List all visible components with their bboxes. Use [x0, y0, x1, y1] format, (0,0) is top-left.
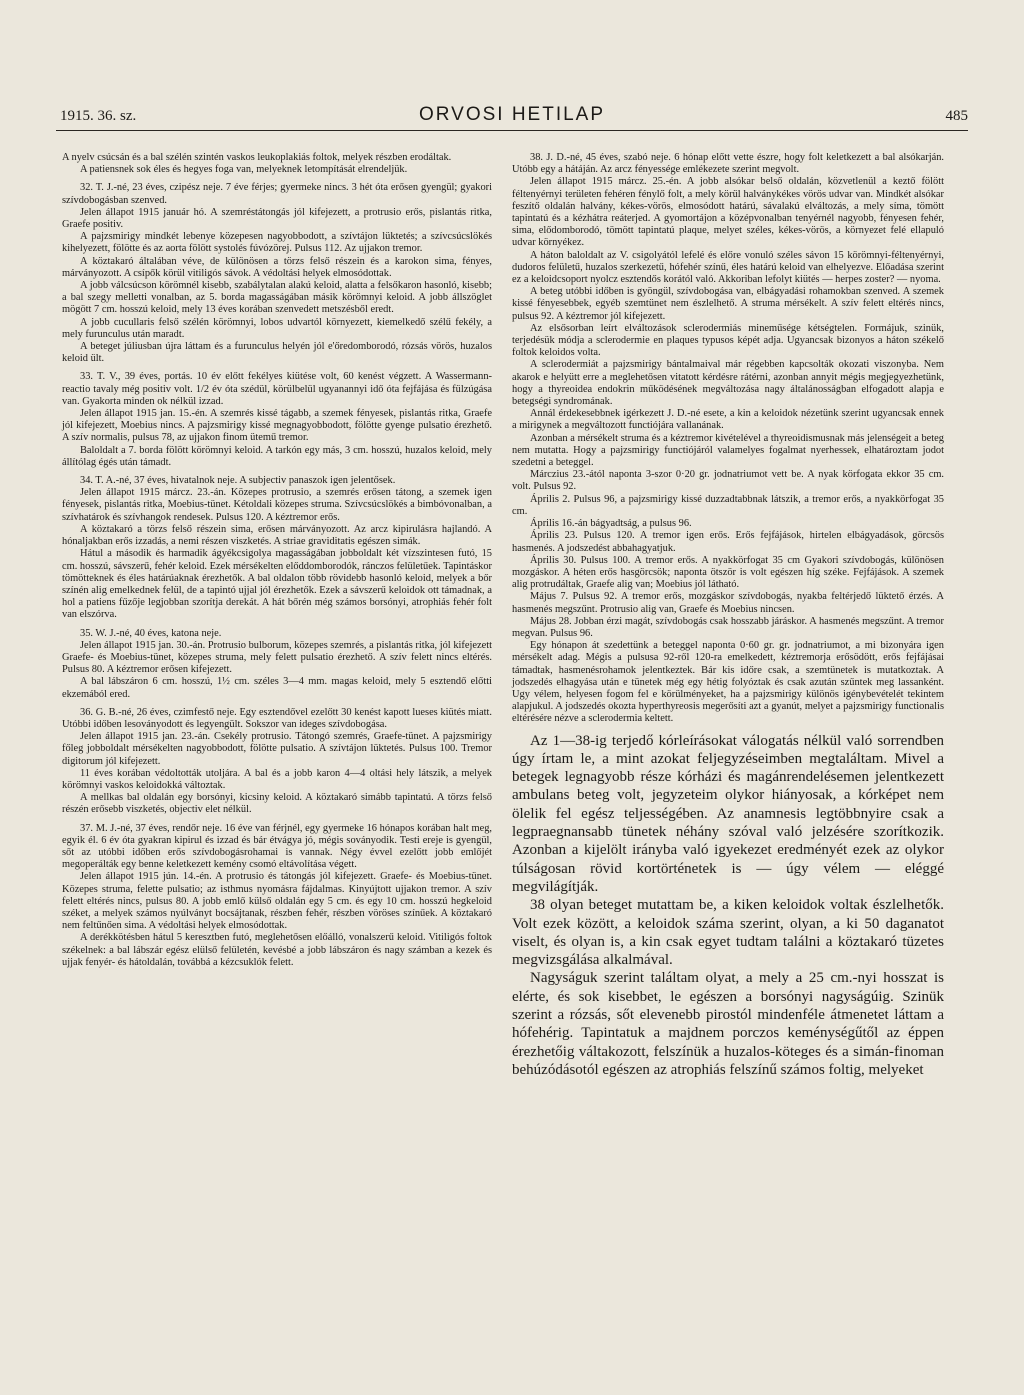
page-header	[56, 104, 968, 131]
paragraph: 35. W. J.-né, 40 éves, katona neje.	[80, 627, 222, 639]
paragraph: A sclerodermiát a pajzsmirigy bántalmaival már régebben kapcsolták okozati viszonyba. Nem akarok e helyütt erre a meglehetősen vitatott kérdésre rátérni, azonban annyit mégis megjegyezhetünk, hogy a thyreoidea endokrin működésének megváltozása nagy általánosságban elfogadott alapja e betegségi syndromának.	[512, 359, 944, 408]
paragraph: A bal lábszáron 6 cm. hosszú, 1½ cm. széles 3—4 mm. magas keloid, mely 5 esztendő előtti ekzemából ered.	[62, 676, 492, 700]
paragraph: Jelen állapot 1915 jún. 14.-én. A protrusio és tátongás jól kifejezett. Graefe- és Moebius-tünet. Közepes struma, felette pulsatio; az isthmus nyomásra fájdalmas. Kinyújtott ujjakon tremor. A szív felett eltérés nincs, pulsus 80. A jobb emlő külső oldalán egy 5 cm. és egy 10 cm. hosszú hegkeloid széket, a melyek számos nyúlványt bocsájtanak, részben fehér, részben vöröses színűek. A köztakaró nem feltűnően sima. A védoltási helyek elmosódottak.	[62, 871, 492, 932]
paragraph: A derékkötésben hátul 5 keresztben futó, meglehetősen előálló, vonalszerű keloid. Vitiligós foltok székelnek: a bal lábszár egész elülső felületén, kevésbé a jobb lábszáron és nagy számban a kezek és ujjak fenyér- és hátoldalán, továbbá a kézcsuklók felett.	[62, 932, 492, 968]
paragraph: 33. T. V., 39 éves, portás. 10 év előtt fekélyes kiütése volt, 60 kenést végzett. A Wassermann-reactio tavaly még positiv volt. 1/2 év óta szédül, körülbelül ugyanannyi idő óta fejfájása és fülzúgása van. Gyakorta minden ok nélkül izzad.	[62, 371, 492, 407]
paragraph: Márczius 23.-ától naponta 3-szor 0·20 gr. jodnatriumot vett be. A nyak körfogata ekkor 35 cm. volt. Pulsus 92.	[512, 469, 944, 493]
paragraph: 36. G. B.-né, 26 éves, czimfestő neje. Egy esztendővel ezelőtt 30 kenést kapott lueses kiütés miatt. Utóbbi időben lesoványodott és legyengült. Sokszor van ideges szívdobogása.	[62, 706, 492, 730]
paragraph: A beteg utóbbi időben is gyöngül, szívdobogása van, elbágyadási rohamokban szenved. A szemek kissé fényesebbek, egyéb szemtünet nem észlelhető. A struma mérsékelt. A szív felett eltérés nincs, pulsus 92. A kéztremor jól kifejezett.	[512, 286, 944, 322]
paragraph: Április 2. Pulsus 96, a pajzsmirigy kissé duzzadtabbnak látszik, a tremor erős, a nyakkörfogat 35 cm.	[512, 493, 944, 517]
paragraph: Nagyságuk szerint találtam olyat, a mely a 25 cm.-nyi hosszat is elérte, és sok kisebbet, le egészen a borsónyi nagyságúig. Szinük szerint a rózsás, sőt elevenebb pirostól mindenféle átmenetet láttam a hófehérig. Tapintatuk a majdnem porczos keménységűtől az éppen érezhetőig váltakozott, felszínük a huzalos-köteges és a simán-finoman behúzódásotól egészen az atrophiás felszínű számos foltig, melyeket	[512, 970, 944, 1078]
paragraph: Annál érdekesebbnek igérkezett J. D.-né esete, a kin a keloidok nézetünk szerint ugyancsak ennek a mirigynek a megváltozott functiójára vallanának.	[512, 408, 944, 432]
paragraph: Április 23. Pulsus 120. A tremor igen erős. Erős fejfájások, hirtelen elbágyadások, görcsös hasmenés. A jodszedést abbahagyatjuk.	[512, 530, 944, 554]
left-text-column	[62, 152, 492, 969]
paragraph: 38 olyan beteget mutattam be, a kiken keloidok voltak észlelhetők. Volt ezek között, a keloidok száma szerint, olyan, a ki 50 daganatot viselt, és olyan is, a kin csak egyet tudtam találni a köztakaró tüzetes megvizsgálása alkalmával.	[512, 897, 944, 969]
paragraph: 32. T. J.-né, 23 éves, czipész neje. 7 éve férjes; gyermeke nincs. 3 hét óta erősen gyengül; gyakori szívdobogásban szenved.	[62, 182, 492, 206]
paragraph: Hátul a második és harmadik ágyékcsigolya magasságában jobboldalt két vízszintesen futó, 15 cm. hosszú, sávszerű, fehér keloid. Ezek mérsékelten előddomborodók, ránczos felületűek. Tapintáskor tömötteknek és éles határúaknak érezhetők. A bal oldalon több rövidebb hasonló keloid, melyek a bőr színén alig emelkednek felül, de a tapintó ujjal jól érezhetők. Ezek a sávszerű keloidok ott támadnak, a hol a patiens fűzője legjobban szorítja derekát. A hát bőrén még számos borsónyi, atrophiás fehér folt van elszórva.	[62, 548, 492, 621]
paragraph: Baloldalt a 7. borda fölött körömnyi keloid. A tarkón egy más, 3 cm. hosszú, huzalos keloid, mely állítólag égés után támadt.	[62, 444, 492, 468]
paragraph: Május 28. Jobban érzi magát, szívdobogás csak hosszabb járáskor. A hasmenés megszűnt. A tremor megvan. Pulsus 96.	[512, 615, 944, 639]
paragraph: Jelen állapot 1915 márcz. 25.-én. A jobb alsókar belső oldalán, közvetlenül a keztő fölött féltenyérnyi területen fehéren fénylő folt, a mely körül halványkékes vörös udvar van. Mindkét alsókar feszítő oldalán halvány, kékes-vörös, elmosódott határú, sávalakú elváltozás, a mely síma, tömött tapintatú és a kézhátra reáterjed. A gyomortájon a középvonalban tenyérnél nagyobb, fényesen fehér, sima, elődomborodó, tömött tapintatú plaque, melyet széles, kékes-vörös, a környezet felé ellapuló udvar környékez.	[512, 176, 944, 249]
paragraph: Jelen állapot 1915 január hó. A szemréstátongás jól kifejezett, a protrusio erős, pislantás ritka, Graefe positiv.	[62, 206, 492, 231]
paragraph: A jobb cucullaris felső szélén körömnyi, lobos udvartól környezett, kiemelkedő szélű fekély, a mely furunculus után maradt.	[62, 316, 492, 340]
issue-date: 1915. 36. sz.	[60, 108, 137, 124]
paragraph: A patiensnek sok éles és hegyes foga van, melyeknek letompítását elrendeljük.	[80, 164, 408, 176]
paragraph: Egy hónapon át szedettünk a beteggel naponta 0·60 gr. gr. jodnatriumot, a mi bizonyára igen mérsékelt adag. Mégis a pulsusa 92-ről 120-ra emelkedett, kéztremorja erősödött, erős fejfájásai támadtak, hasmenésrohamok jelentkeztek. Bár kis időre csak, a szemtünetek is mutatkoztak. A jodszedés elhagyása után e tünetek még egy hétig folyóztak és csak azután szűntek meg lassanként. Ugy vélem, helyesen fogom fel e körülményeket, ha a pajzsmirigy különös igénybevételét tekintem alapjukul. A jodszedés okozta hyperthyreosis megerősíti azt a gyanút, melyet a pajzsmirigy functionalis eltérésére nézve a sclerodermia keltett.	[512, 640, 944, 725]
paragraph: Jelen állapot 1915 márcz. 23.-án. Közepes protrusio, a szemrés erősen tátong, a szemek igen fényesek, pislantás ritka, Moebius-tünet. Kétoldali közepes struma. Szívcsúcslökés a bimbóvonalban, a szívhatárok és szívhangok rendesek. Pulsus 120. A kéztremor erős.	[62, 487, 492, 523]
paragraph: Jelen állapot 1915 jan. 30.-án. Protrusio bulborum, közepes szemrés, a pislantás ritka, jól kifejezett Graefe- és Moebius-tünet, közepes struma, mely felett pulsatio érezhető. A szív felett nincs eltérés. Pulsus 80. A kéztremor erősen kifejezett.	[62, 639, 492, 676]
paragraph: Április 16.-án bágyadtság, a pulsus 96.	[530, 518, 692, 530]
paragraph: A nyelv csúcsán és a bal szélén szintén vaskos leukoplakiás foltok, melyek részben erodáltak.	[62, 152, 452, 163]
paragraph: A mellkas bal oldalán egy borsónyi, kicsiny keloid. A köztakaró simább tapintatú. A törzs felső részén erősebb viszketés, objectiv elet nélkül.	[62, 792, 492, 816]
journal-title: ORVOSI HETILAP	[418, 104, 606, 125]
paragraph: A beteget júliusban újra láttam és a furunculus helyén jól e'őredomborodó, rózsás vörös, huzalos keloid ült.	[62, 341, 492, 365]
paragraph: Az 1—38-ig terjedő kórleírásokat válogatás nélkül való sorrendben úgy írtam le, a mint azokat feljegyzéseimben megtaláltam. Mivel a betegek legnagyobb része kórházi és magánrendelésemen jelentkezett ambulans beteg volt, jegyzeteim olykor hiányosak, a kórképet nem ölelik fel egész teljességében. Az anamnesis legtöbbnyire csak a legpraegnansabb tünetek néhány szóval való jelzésére szorítkozik. Azonban a kijelölt irányba való igyekezet eredményét ezek az olykor túlságosan rövid kortörténetek is — úgy vélem — eléggé megvilágítják.	[512, 732, 944, 895]
paragraph: 38. J. D.-né, 45 éves, szabó neje. 6 hónap előtt vette észre, hogy folt keletkezett a bal alsókarján. Utóbb egy a hátáján. Az arcz fényessége emlékezete szerint megvolt.	[512, 152, 944, 176]
paragraph: Május 7. Pulsus 92. A tremor erős, mozgáskor szívdobogás, nyakba feltérjedő lüktető érzés. A hasmenés megszűnt. Protrusio alig van, Graefe és Moebius nincsen.	[512, 591, 944, 615]
paragraph: A köztakaró a törzs felső részein sima, erősen márványozott. Az arcz kipirulásra hajlandó. A hónaljakban erős izzadás, a nemi részen viszketés. A striae graviditatis egészen simák.	[62, 523, 492, 548]
page-number: 485	[945, 108, 968, 124]
paragraph: 34. T. A.-né, 37 éves, hivatalnok neje. A subjectiv panaszok igen jelentősek.	[80, 475, 396, 487]
paragraph: Jelen állapot 1915 jan. 23.-án. Csekély protrusio. Tátongó szemrés, Graefe-tünet. A pajzsmirigy főleg jobboldalt mérsékelten nagyobbodott, fölötte pulsatio. A szívtájon lüktetés. Pulsus 100. Tremor digitorum jól kifejezett.	[62, 731, 492, 767]
paragraph: Az elsősorban leírt elváltozások sclerodermiás mineműsége kétségtelen. Formájuk, szinük, terjedésük módja a sclerodermie en plaques typusos képét adja. Ugyancsak bizonyos a háton székelő foltok keloidos volta.	[512, 322, 944, 359]
paragraph: 37. M. J.-né, 37 éves, rendőr neje. 16 éve van férjnél, egy gyermeke 16 hónapos korában halt meg, egyik él. 6 év óta gyakran kipirul és izzad és bár étvágya jó, mégis soványodik. Testi ereje is gyengül, sőt az utóbbi időben erős szívdobogásrohamai is vannak. Négy évvel ezelőtt jobb emlőjét megoperálták egy benne keletkezett kemény csomó eltávolítása végett.	[62, 822, 492, 871]
paragraph: A pajzsmirigy mindkét lebenye közepesen nagyobbodott, a szívtájon lüktetés; a szívcsúcslökés kihelyezett, fölötte és az aorta fölött systolés fúvózörej. Pulsus 112. Az ujjakon tremor.	[62, 231, 492, 255]
paragraph: Jelen állapot 1915 jan. 15.-én. A szemrés kissé tágabb, a szemek fényesek, pislantás ritka, Graefe jól kifejezett, Moebius nincs. A pajzsmirigy kissé megnagyobbodott, fölötte gyenge pulsatio érezhető. A szív normalis, pulsus 78, az ujjakon finom ütemű tremor.	[62, 408, 492, 444]
paragraph: Azonban a mérsékelt struma és a kéztremor kivételével a thyreoidismusnak más jelenségeit a beteg nem mutatta. Hogy a pajzsmirigy functiójáról valamelyes fogalmat nyerhessek, elhatároztam jodot szedetni a beteggel.	[512, 432, 944, 469]
right-text-column	[512, 152, 944, 1079]
paragraph: 11 éves korában védoltották utoljára. A bal és a jobb karon 4—4 oltási hely látszik, a melyek körömnyi vaskos keloidokká változtak.	[62, 767, 492, 791]
paragraph: A jobb válcsúcson körömnél kisebb, szabálytalan alakú keloid, alatta a felsőkaron hasonló, kisebb; a bal szegy melletti vonalban, az 5. borda magasságában másik körömnyi keloid. A jobb állszöglet mögött 7 cm. hosszú keloid, mely 13 éves korában szenvedett metszésből eredt.	[62, 280, 492, 316]
paragraph: A köztakaró általában véve, de különösen a törzs felső részein és a karokon sima, fényes, márványozott. A csípők körül vitiligós sávok. A védoltási helyek elmosódottak.	[62, 255, 492, 279]
paragraph: A háton baloldalt az V. csigolyától lefelé és előre vonuló széles sávon 15 körömnyi-féltenyérnyi, dudoros felületű, huzalos szerkezetű, hófehér színű, éles határú keloid van elhelyezve. Előadása szerint ez a keloidcsoport nyolcz esztendős korától való. Akkoriban lefolyt kiütés — herpes zoster? — nyoma.	[512, 249, 944, 286]
paragraph: Április 30. Pulsus 100. A tremor erős. A nyakkörfogat 35 cm Gyakori szívdobogás, különösen mozgáskor. A héten erős hasgörcsök; naponta ötször is volt egészen híg széke. Fejfájások. A szemek alig protrudáltak, Graefe alig van; Moebius jól látható.	[512, 554, 944, 591]
